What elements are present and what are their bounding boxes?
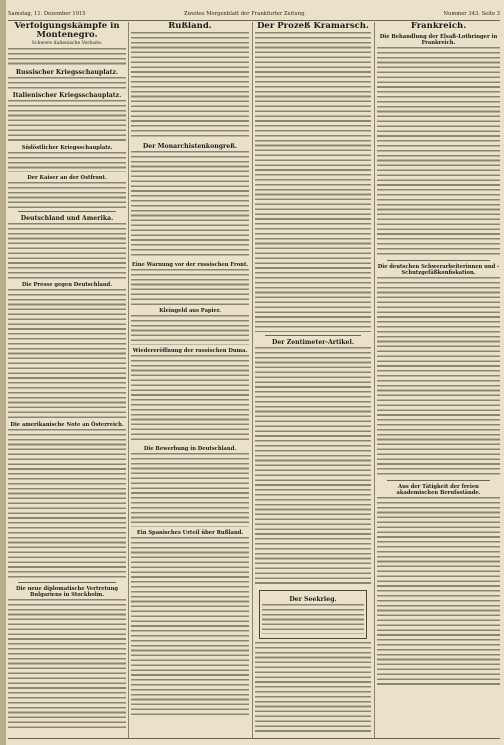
separator	[265, 335, 361, 336]
header-date: Samstag, 11. Dezember 1915	[8, 11, 86, 17]
section-recruitment: Die Bewerbung in Deutschland.	[143, 446, 237, 452]
column-rule	[252, 22, 253, 738]
separator	[18, 582, 116, 583]
article-body	[8, 100, 126, 142]
article-body	[377, 497, 500, 687]
page-edge	[0, 0, 6, 745]
section-russian-front: Russischer Kriegsschauplatz.	[15, 69, 119, 76]
naval-war-box	[259, 590, 367, 639]
article-body	[131, 151, 249, 259]
section-warning-front: Eine Warnung vor der russischen Front.	[131, 262, 249, 268]
article-body	[131, 269, 249, 305]
section-naval-war: Der Seekrieg.	[289, 596, 337, 603]
headline-russia: Rußland.	[168, 22, 212, 31]
column-rule	[374, 22, 375, 738]
separator	[387, 260, 490, 261]
section-american-note: Die amerikanische Note an Österreich.	[10, 422, 124, 428]
column-3	[255, 22, 371, 738]
section-bulgaria-stockholm: Die neue diplomatische Vertretung Bulgariens in Stockholm.	[16, 586, 118, 598]
separator	[18, 211, 116, 212]
article-body	[131, 315, 249, 345]
article-body	[8, 223, 126, 279]
section-duma: Wiedereröffnung der russischen Duma.	[132, 348, 248, 354]
section-southeast-front: Südöstlicher Kriegsschauplatz.	[21, 145, 113, 151]
section-academic-professions: Aus der Tätigkeit der freien akademischen Berufsstände.	[396, 484, 481, 496]
section-press-germany: Die Presse gegen Deutschland.	[21, 282, 113, 288]
subheadline-alsace: Die Behandlung der Elsaß-Lothringer in Frankreich.	[379, 34, 498, 46]
article-body	[8, 152, 126, 172]
article-body	[255, 32, 371, 332]
section-kaiser-east: Der Kaiser an der Ostfront.	[27, 175, 107, 181]
separator	[387, 480, 490, 481]
article-body	[262, 604, 364, 634]
article-body	[8, 77, 126, 89]
column-rule	[128, 22, 129, 738]
article-body	[131, 355, 249, 443]
header-page-number: Nummer 343. Seite 3	[443, 11, 500, 17]
article-body	[8, 429, 126, 579]
section-monarchist-congress: Der Monarchistenkongreß.	[142, 143, 238, 150]
article-body	[8, 182, 126, 208]
article-body	[131, 537, 249, 717]
page-header	[8, 6, 500, 21]
article-body	[8, 289, 126, 419]
column-4	[377, 22, 500, 738]
section-italian-front: Italienischer Kriegsschauplatz.	[12, 92, 122, 99]
subheadline-italian-losses: Schwere italienische Verluste.	[31, 41, 103, 46]
article-body	[8, 599, 126, 729]
section-centimeter-article: Der Zentimeter-Artikel.	[272, 339, 354, 346]
footer-rule	[8, 738, 500, 739]
headline-trial: Der Prozeß Kramarsch.	[257, 22, 369, 31]
article-body	[255, 642, 371, 732]
article-body	[8, 48, 126, 66]
section-germany-america: Deutschland und Amerika.	[20, 215, 114, 222]
article-body	[255, 347, 371, 587]
column-1	[8, 22, 126, 738]
article-body	[377, 47, 500, 257]
section-female-workers: Die deutschen Schwerarbeiterinnen und -Schutzgefäßkonfiskation.	[377, 264, 500, 276]
article-body	[377, 277, 500, 477]
header-title: Zweites Morgenblatt der Frankfurter Zeitung.	[184, 11, 307, 17]
headline-montenegro: Verfolgungskämpfe in Montenegro.	[14, 22, 120, 40]
article-body	[131, 32, 249, 140]
section-paper-money: Kleingeld aus Papier.	[159, 308, 221, 314]
column-2	[131, 22, 249, 738]
headline-france: Frankreich.	[410, 22, 467, 31]
section-spanish-view: Ein Spanisches Urteil über Rußland.	[136, 530, 244, 536]
article-body	[131, 453, 249, 527]
